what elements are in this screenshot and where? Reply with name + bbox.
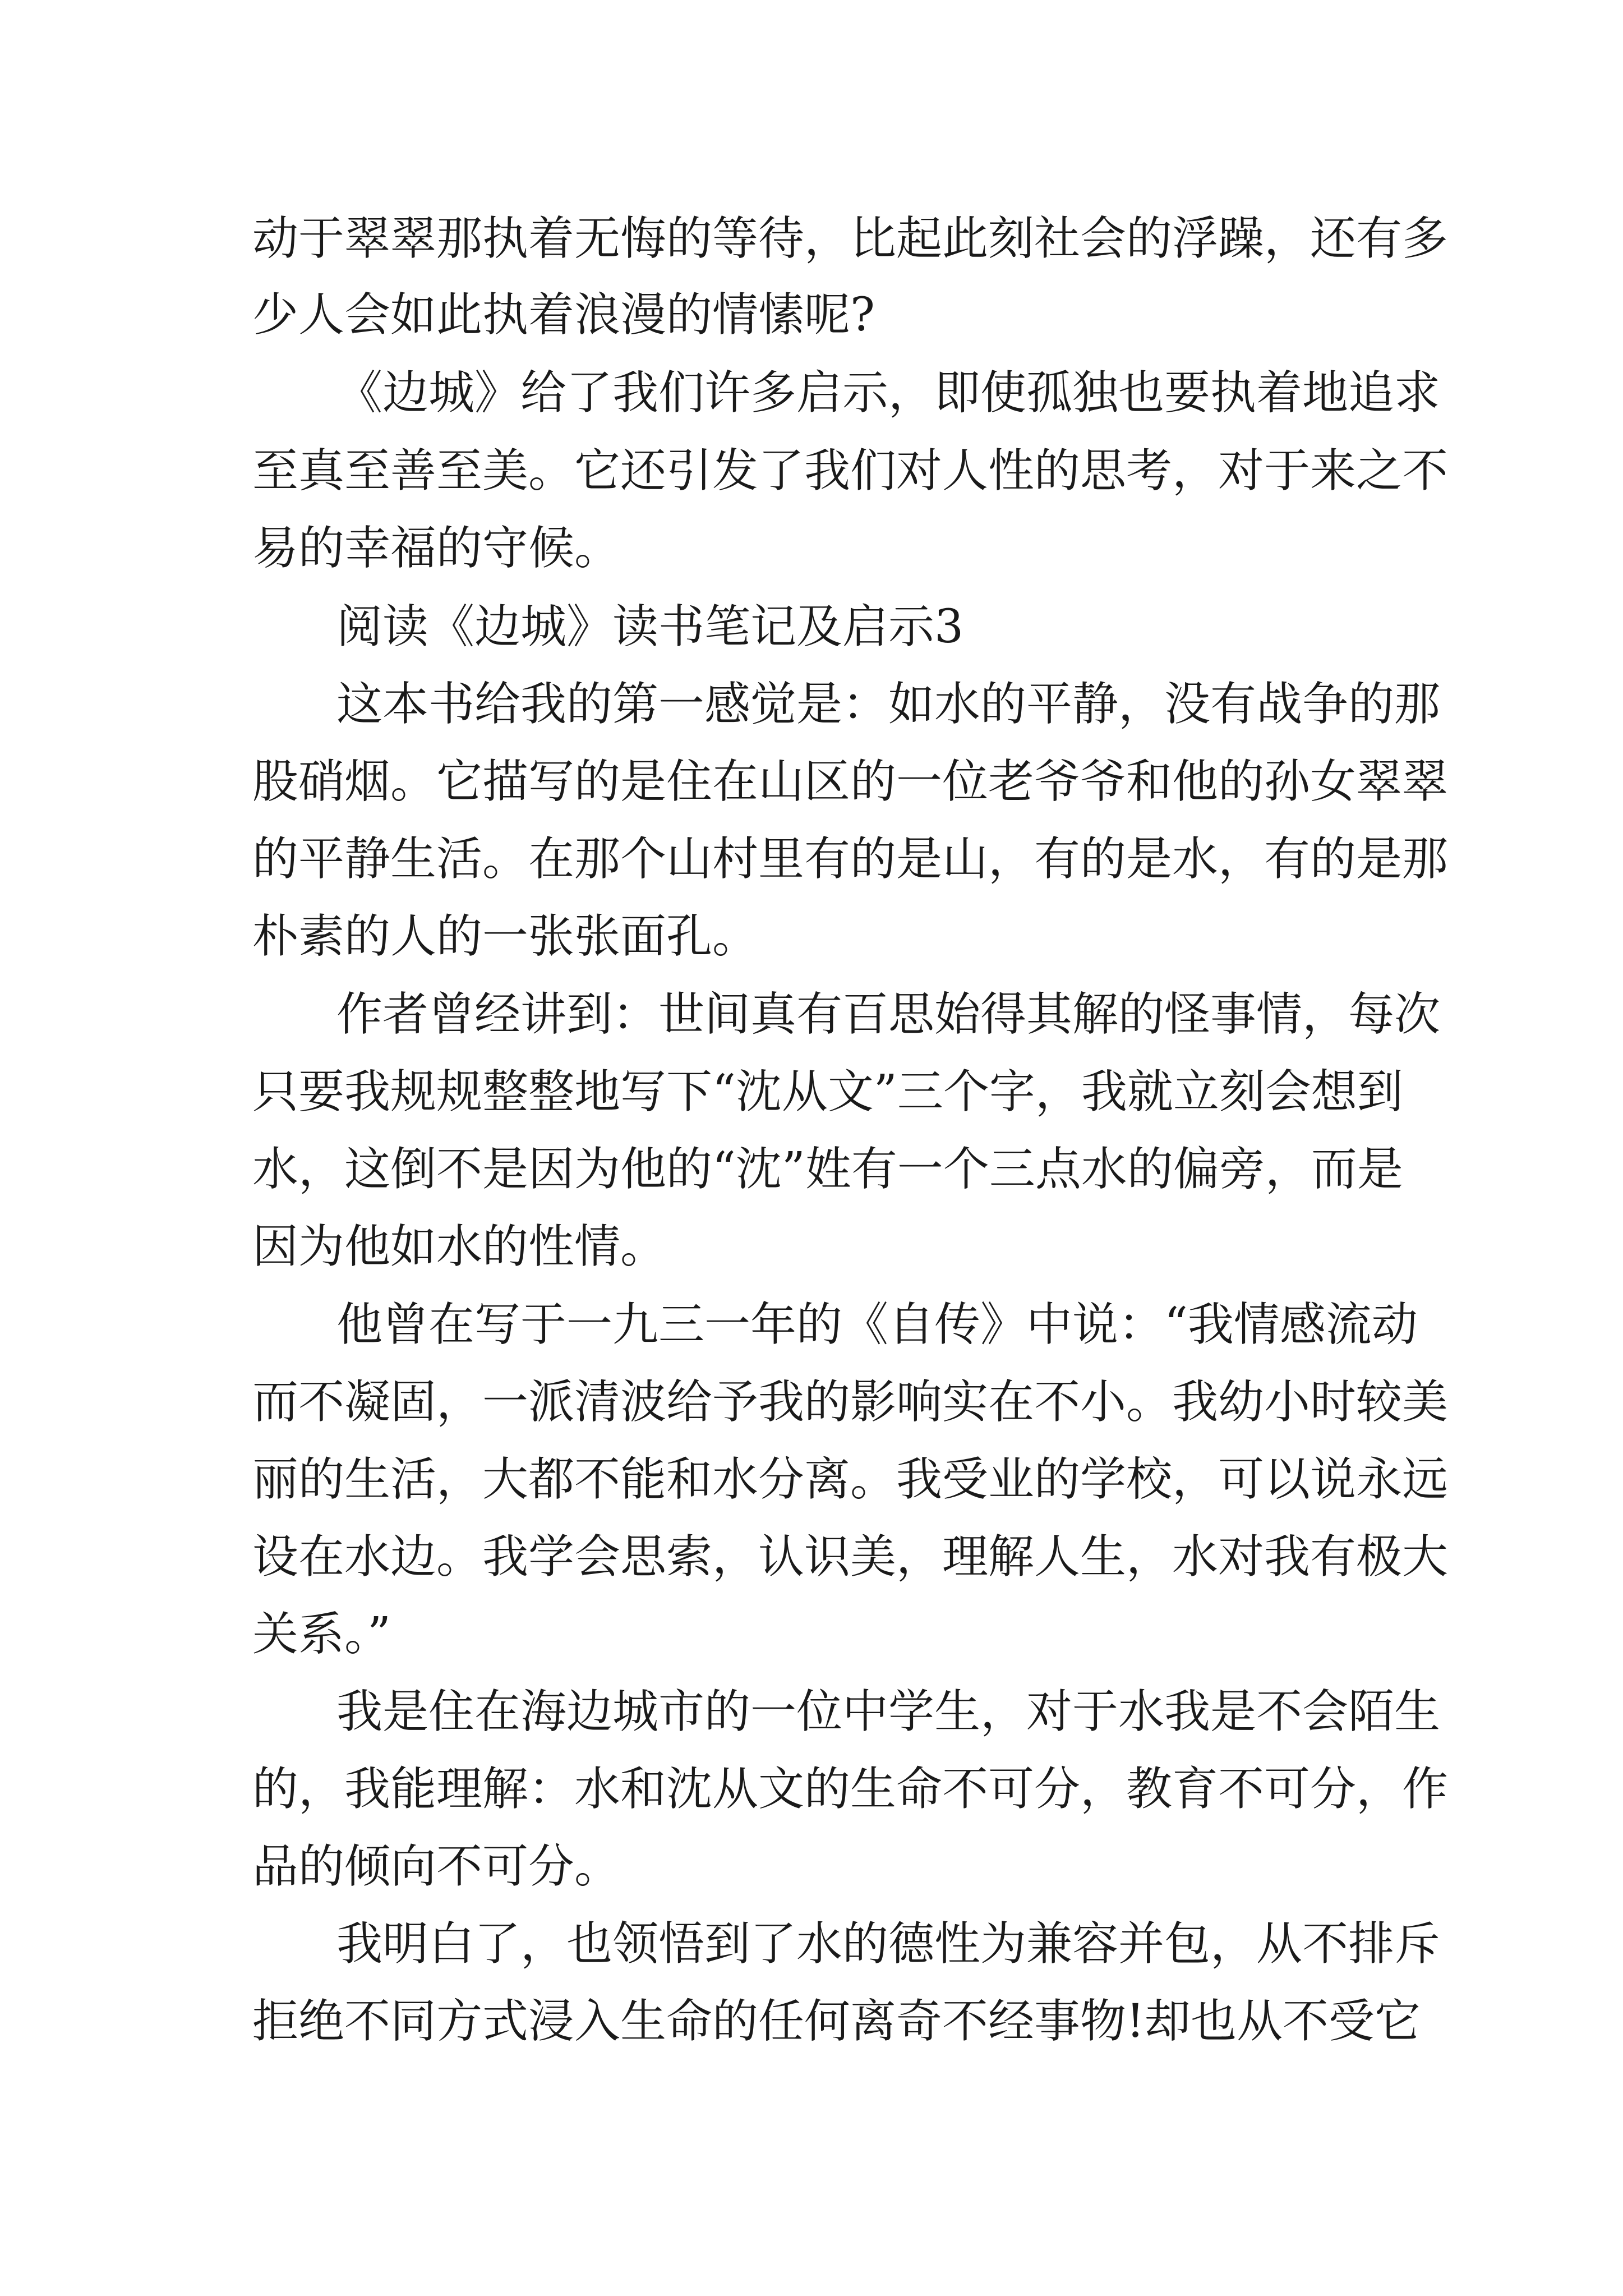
- text-line: 拒绝不同方式浸入生命的任何离奇不经事物!却也从不受它: [252, 1995, 1421, 2048]
- text-line: 品的倾向不可分。: [252, 1840, 621, 1893]
- text-line: 的平静生活。在那个山村里有的是山，有的是水，有的是那: [252, 832, 1449, 886]
- text-line: 朴素的人的一张张面孔。: [252, 910, 759, 963]
- text-line: 股硝烟。它描写的是住在山区的一位老爷爷和他的孙女翠翠: [252, 755, 1449, 808]
- paragraph-first-line: 作者曾经讲到：世间真有百思始得其解的怪事情，每次: [336, 988, 1441, 1041]
- text-line: 动于翠翠那执着无悔的等待，比起此刻社会的浮躁，还有多: [252, 212, 1449, 265]
- text-line: 少人会如此执着浪漫的情愫呢?: [252, 288, 875, 342]
- text-line: 的，我能理解：水和沈从文的生命不可分，教育不可分，作: [252, 1763, 1449, 1816]
- paragraph-first-line: 这本书给我的第一感觉是：如水的平静，没有战争的那: [336, 678, 1441, 731]
- paragraph-first-line: 我是住在海边城市的一位中学生，对于水我是不会陌生: [336, 1685, 1441, 1738]
- text-line: 只要我规规整整地写下“沈从文”三个字，我就立刻会想到: [252, 1065, 1403, 1119]
- text-line: 易的幸福的守候。: [252, 522, 621, 575]
- paragraph-first-line: 我明白了，也领悟到了水的德性为兼容并包，从不排斥: [336, 1917, 1441, 1971]
- text-line: 关系。”: [252, 1608, 391, 1661]
- text-line: 而不凝固，一派清波给予我的影响实在不小。我幼小时较美: [252, 1375, 1449, 1429]
- section-heading: 阅读《边城》读书笔记及启示3: [336, 600, 964, 654]
- text-line: 水，这倒不是因为他的“沈”姓有一个三点水的偏旁，而是: [252, 1143, 1403, 1196]
- text-line: 设在水边。我学会思索，认识美，理解人生，水对我有极大: [252, 1530, 1449, 1584]
- paragraph-first-line: 《边城》给了我们许多启示，即使孤独也要执着地追求: [336, 366, 1441, 420]
- text-line: 丽的生活，大都不能和水分离。我受业的学校，可以说永远: [252, 1453, 1449, 1506]
- paragraph-first-line: 他曾在写于一九三一年的《自传》中说：“我情感流动: [336, 1298, 1418, 1351]
- text-line: 至真至善至美。它还引发了我们对人性的思考，对于来之不: [252, 444, 1449, 498]
- text-line: 因为他如水的性情。: [252, 1220, 667, 1273]
